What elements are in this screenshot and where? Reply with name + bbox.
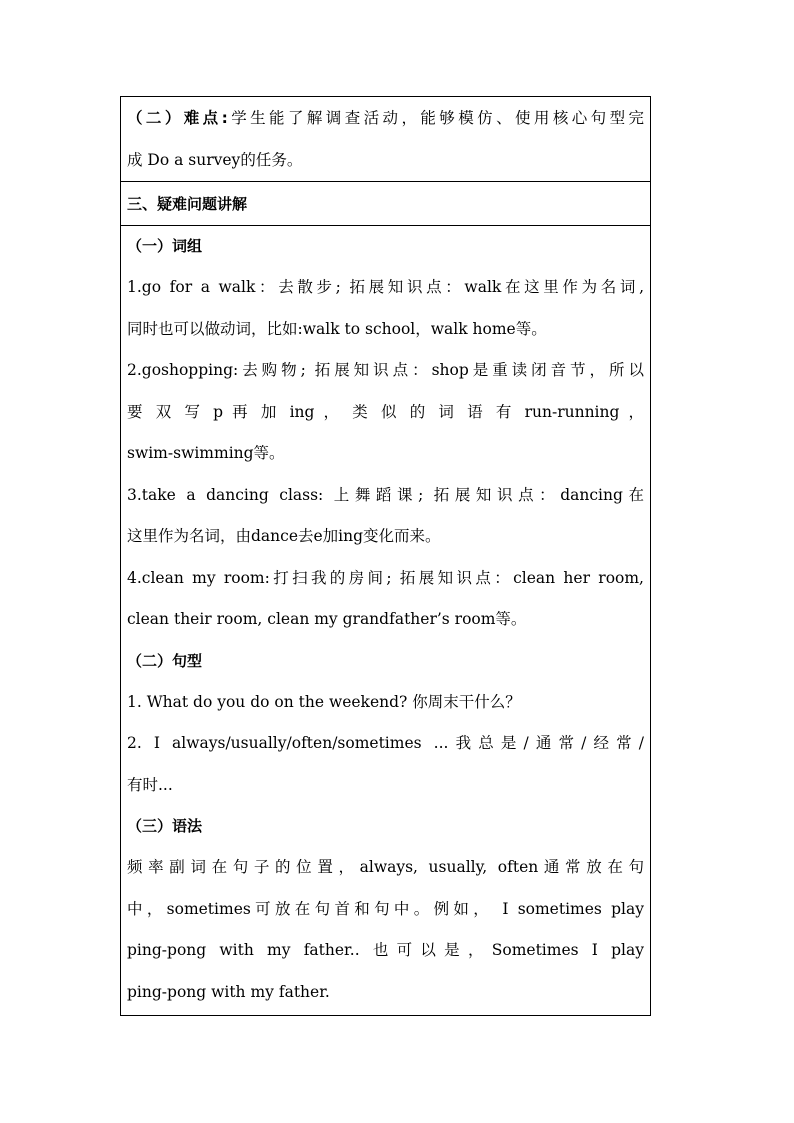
phrases-line: 同时也可以做动词，比如:walk to school，walk home等。 (127, 319, 547, 338)
sentences-heading: （二）句型 (127, 651, 203, 670)
phrases-line: swim-swimming等。 (127, 444, 285, 462)
difficulty-line-1 (127, 98, 644, 140)
document-table (120, 96, 651, 1016)
phrases-line: 1.go for a walk：去散步; 拓展知识点：walk在这里作为名词, (127, 278, 644, 296)
explanation-cell (121, 226, 650, 1015)
difficulty-cell (121, 97, 650, 182)
phrases-line: 3.take a dancing class: 上舞蹈课; 拓展知识点：dancing在 (127, 485, 644, 504)
difficulty-label: （二）难点: (127, 109, 228, 127)
grammar-heading: （三）语法 (127, 817, 203, 835)
section-title: 三、疑难问题讲解 (127, 195, 248, 213)
section-title-cell (121, 182, 650, 226)
grammar-line: 频率副词在句子的位置，always, usually, often通常放在句 (127, 858, 644, 876)
difficulty-line-2: 成 Do a survey的任务。 (127, 150, 303, 169)
phrases-line: clean their room, clean my grandfather’s room等。 (127, 610, 527, 628)
sentences-line: 2. I always/usually/often/sometimes ...我总是/通常/经常/ (127, 734, 644, 752)
phrases-line: 这里作为名词，由dance去e加ing变化而来。 (127, 527, 441, 545)
phrases-line: 要 双 写 p 再 加 ing ， 类 似 的 词 语 有 run-running ， (127, 402, 644, 421)
sentences-line: 1. What do you do on the weekend? 你周末干什么？ (127, 692, 521, 711)
sentences-line: 有时... (127, 775, 173, 794)
phrases-heading: （一）词组 (127, 237, 203, 255)
grammar-line: ping-pong with my father. (127, 982, 330, 1001)
phrases-line: 2.goshopping:去购物; 拓展知识点：shop是重读闭音节，所以 (127, 361, 644, 379)
phrases-line: 4.clean my room:打扫我的房间; 拓展知识点：clean her room, (127, 568, 644, 587)
difficulty-text-1: 学生能了解调查活动，能够模仿、使用核心句型完 (227, 109, 644, 127)
grammar-line: 中，sometimes可放在句首和句中。例如， I sometimes play (127, 899, 644, 918)
grammar-line: ping-pong with my father.. 也可以是，Sometimes I play (127, 941, 644, 959)
